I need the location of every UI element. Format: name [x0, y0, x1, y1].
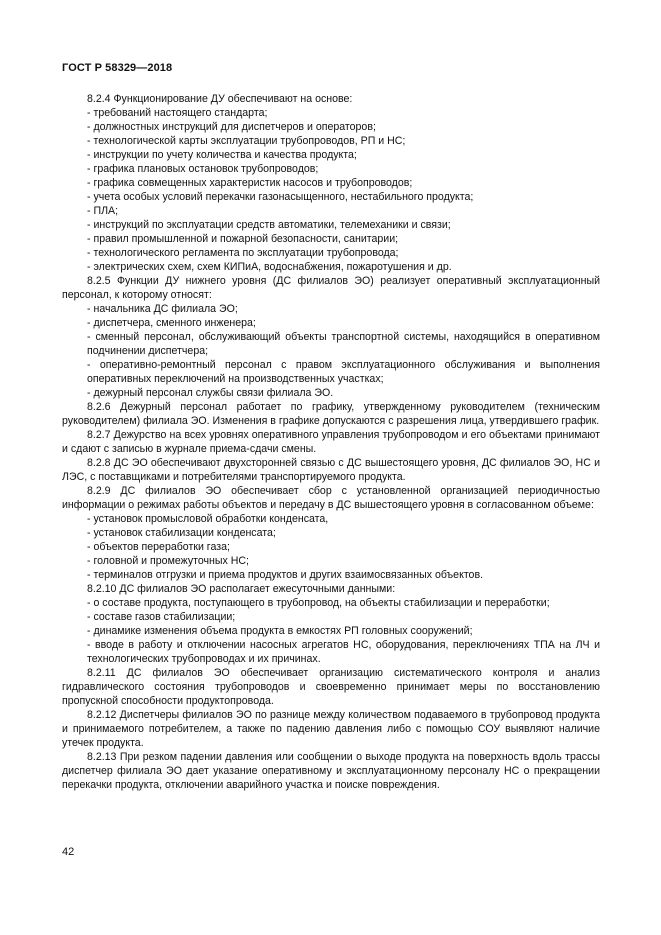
paragraph: 8.2.11 ДС филиалов ЭО обеспечивает организацию систематического контроля и анализ гидравлического состояния трубопроводов и своевременно принимает меры по восстановлению пропускной способности продуктопровода. — [62, 667, 600, 707]
list-item: - оперативно-ремонтный персонал с правом эксплуатационного обслуживания и выполнения оперативных переключений на производственных участках; — [87, 359, 600, 385]
list-item: - ПЛА; — [87, 205, 119, 217]
paragraph: 8.2.13 При резком падении давления или сообщении о выходе продукта на поверхность вдоль трассы диспетчер филиала ЭО дает указание оперативному и эксплуатационному персоналу НС о прекращении перекачки продукта, отключении аварийного участка и поиске повреждения. — [62, 751, 600, 791]
document-body — [62, 92, 600, 792]
list-item: - головной и промежуточных НС; — [87, 555, 249, 567]
list-item: - должностных инструкций для диспетчеров и операторов; — [87, 121, 376, 133]
list-item: - диспетчера, сменного инженера; — [87, 317, 256, 329]
paragraph: 8.2.9 ДС филиалов ЭО обеспечивает сбор с установленной организацией периодичностью информации о режимах работы объектов и передачу в ДС вышестоящего уровня в согласованном объеме: — [62, 485, 600, 511]
list-item: - правил промышленной и пожарной безопасности, санитарии; — [87, 233, 399, 245]
list-item: - сменный персонал, обслуживающий объекты транспортной системы, находящийся в оперативном подчинении диспетчера; — [87, 331, 600, 357]
list-item: - учета особых условий перекачки газонасыщенного, нестабильного продукта; — [87, 191, 474, 203]
list-item: - о составе продукта, поступающего в трубопровод, на объекты стабилизации и переработки; — [87, 597, 550, 609]
list-item: - терминалов отгрузки и приема продуктов и других взаимосвязанных объектов. — [87, 569, 484, 581]
list-item: - вводе в работу и отключении насосных агрегатов НС, оборудования, переключениях ТПА на ЛЧ и технологических трубопроводах и их причинах. — [87, 639, 600, 665]
paragraph: 8.2.8 ДС ЭО обеспечивают двухсторонней связью с ДС вышестоящего уровня, ДС филиалов ЭО, НС и ЛЭС, с поставщиками и потребителями транспортируемого продукта. — [62, 457, 600, 483]
list-item: - инструкций по эксплуатации средств автоматики, телемеханики и связи; — [87, 219, 451, 231]
list-item: - графика плановых остановок трубопроводов; — [87, 163, 319, 175]
page-number: 42 — [62, 846, 75, 858]
paragraph: 8.2.6 Дежурный персонал работает по графику, утвержденному руководителем (техническим руководителем) филиала ЭО. Изменения в графике допускаются с разрешения лица, утвердившего график. — [62, 401, 600, 427]
paragraph: 8.2.7 Дежурство на всех уровнях оперативного управления трубопроводом и его объектами принимают и сдают с записью в журнале приема-сдачи смены. — [62, 429, 600, 455]
list-item: - инструкции по учету количества и качества продукта; — [87, 149, 357, 161]
list-item: - установок промысловой обработки конденсата, — [87, 513, 329, 525]
list-item: - графика совмещенных характеристик насосов и трубопроводов; — [87, 177, 413, 189]
document-header: ГОСТ Р 58329—2018 — [62, 62, 173, 74]
list-item: - составе газов стабилизации; — [87, 611, 236, 623]
paragraph: 8.2.4 Функционирование ДУ обеспечивают на основе: — [87, 93, 353, 105]
paragraph: 8.2.10 ДС филиалов ЭО располагает ежесуточными данными: — [87, 583, 396, 595]
list-item: - установок стабилизации конденсата; — [87, 527, 276, 539]
paragraph: 8.2.12 Диспетчеры филиалов ЭО по разнице между количеством подаваемого в трубопровод продукта и принимаемого потребителем, а также по падению давления либо с помощью СОУ выявляют наличие утечек продукта. — [62, 709, 600, 749]
list-item: - электрических схем, схем КИПиА, водоснабжения, пожаротушения и др. — [87, 261, 452, 273]
list-item: - объектов переработки газа; — [87, 541, 230, 553]
list-item: - требований настоящего стандарта; — [87, 107, 268, 119]
paragraph: 8.2.5 Функции ДУ нижнего уровня (ДС филиалов ЭО) реализует оперативный эксплуатационный персонал, к которому относят: — [62, 275, 600, 301]
list-item: - технологического регламента по эксплуатации трубопровода; — [87, 247, 399, 259]
list-item: - дежурный персонал службы связи филиала ЭО. — [87, 387, 334, 399]
list-item: - технологической карты эксплуатации трубопроводов, РП и НС; — [87, 135, 406, 147]
list-item: - начальника ДС филиала ЭО; — [87, 303, 238, 315]
list-item: - динамике изменения объема продукта в емкостях РП головных сооружений; — [87, 625, 473, 637]
